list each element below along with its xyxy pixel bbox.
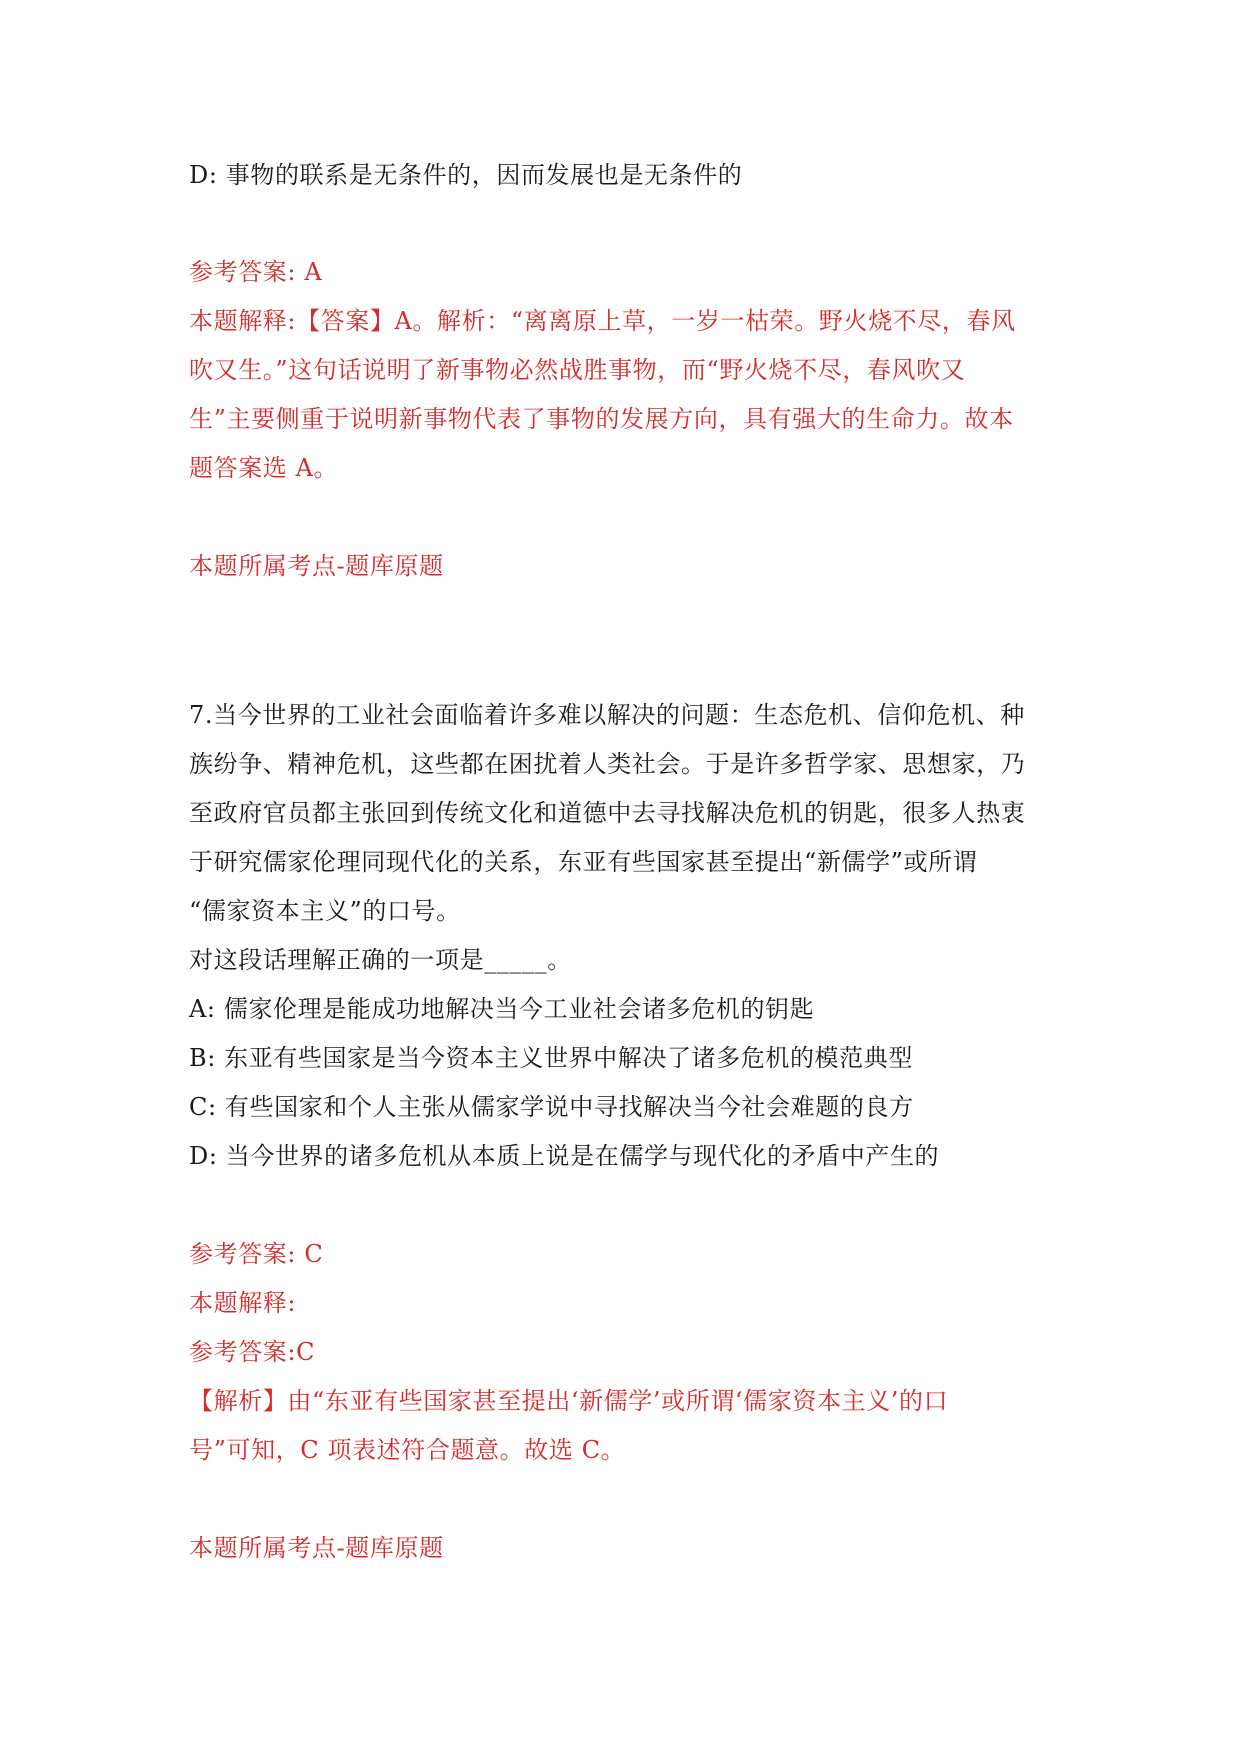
q6-topic: 本题所属考点-题库原题: [189, 552, 444, 580]
q7-stem-line-4: 于研究儒家伦理同现代化的关系，东亚有些国家甚至提出“新儒学”或所谓: [189, 848, 978, 876]
q7-option-d: D: 当今世界的诸多危机从本质上说是在儒学与现代化的矛盾中产生的: [189, 1142, 940, 1170]
q7-stem-line-3: 至政府官员都主张回到传统文化和道德中去寻找解决危机的钥匙，很多人热衷: [189, 799, 1026, 827]
q7-answer: 参考答案: C: [189, 1240, 324, 1268]
q6-explanation-line-3: 生”主要侧重于说明新事物代表了事物的发展方向，具有强大的生命力。故本: [189, 405, 1014, 433]
q6-explanation-line-1: 本题解释:【答案】A。解析：“离离原上草，一岁一枯荣。野火烧不尽，春风: [189, 307, 1016, 335]
q6-answer: 参考答案: A: [189, 258, 323, 286]
q7-option-c: C: 有些国家和个人主张从儒家学说中寻找解决当今社会难题的良方: [189, 1093, 914, 1121]
q7-topic: 本题所属考点-题库原题: [189, 1534, 444, 1562]
q7-stem-line-5: “儒家资本主义”的口号。: [189, 897, 461, 925]
q6-option-d: D: 事物的联系是无条件的，因而发展也是无条件的: [189, 161, 743, 189]
q7-question-prompt: 对这段话理解正确的一项是_____。: [189, 946, 572, 974]
q7-option-a: A: 儒家伦理是能成功地解决当今工业社会诸多危机的钥匙: [189, 995, 815, 1023]
q7-option-b: B: 东亚有些国家是当今资本主义世界中解决了诸多危机的模范典型: [189, 1044, 913, 1072]
q7-explanation-label: 本题解释:: [189, 1289, 297, 1317]
q6-explanation-line-4: 题答案选 A。: [189, 454, 339, 482]
q7-analysis-line-2: 号”可知，C 项表述符合题意。故选 C。: [189, 1436, 626, 1464]
q6-explanation-line-2: 吹又生。”这句话说明了新事物必然战胜事物，而“野火烧不尽，春风吹又: [189, 356, 966, 384]
q7-stem-line-2: 族纷争、精神危机，这些都在困扰着人类社会。于是许多哲学家、思想家，乃: [189, 750, 1026, 778]
q7-answer-repeat: 参考答案:C: [189, 1338, 316, 1366]
q7-stem-line-1: 7.当今世界的工业社会面临着许多难以解决的问题：生态危机、信仰危机、种: [189, 701, 1025, 729]
q7-analysis-line-1: 【解析】由“东亚有些国家甚至提出‘新儒学’或所谓‘儒家资本主义’的口: [189, 1387, 949, 1415]
